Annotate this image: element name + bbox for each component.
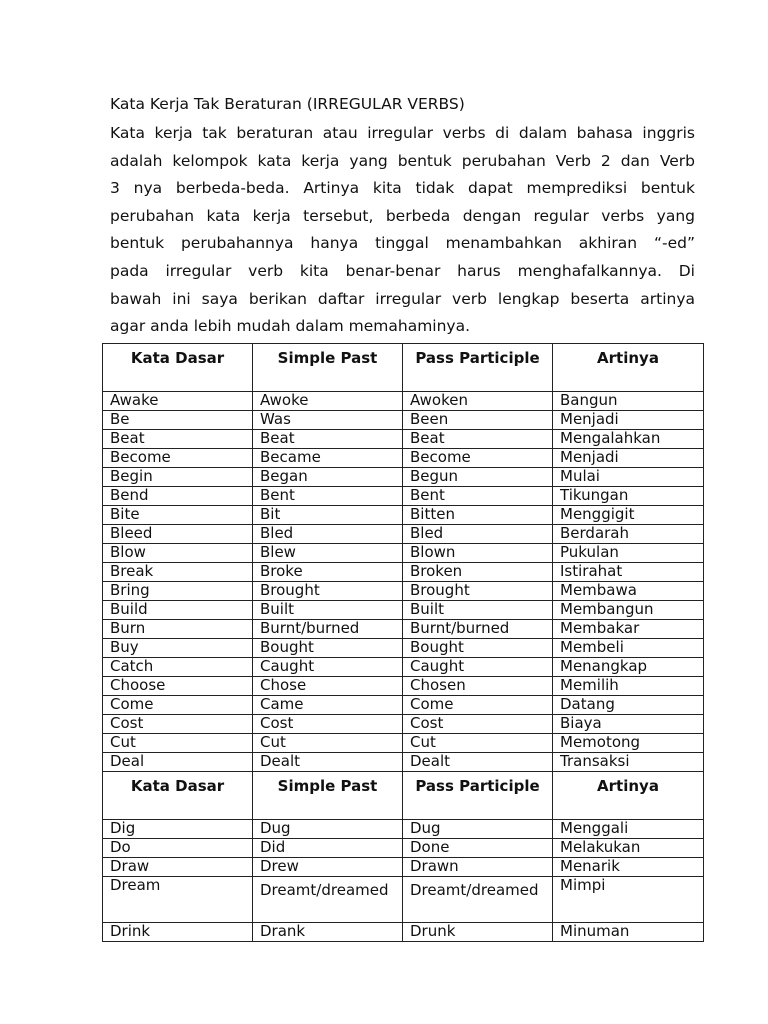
- cell-pass-participle: Come: [403, 696, 553, 715]
- cell-artinya: Transaksi: [553, 753, 704, 772]
- cell-artinya: Biaya: [553, 715, 704, 734]
- verbs-table-body: [103, 344, 704, 942]
- table-row: [103, 715, 704, 734]
- table-row: [103, 449, 704, 468]
- cell-simple-past: Was: [253, 411, 403, 430]
- table-row: [103, 877, 704, 923]
- paragraph-line: pada irregular verb kita benar-benar harus menghafalkannya. Di: [110, 261, 695, 280]
- paragraph-line: agar anda lebih mudah dalam memahaminya.: [110, 317, 471, 336]
- cell-simple-past: Dreamt/dreamed: [253, 877, 403, 923]
- cell-pass-participle: Done: [403, 839, 553, 858]
- cell-pass-participle: Brought: [403, 582, 553, 601]
- table-header-row: [103, 344, 704, 392]
- header-artinya: Artinya: [553, 344, 704, 392]
- table-header-row: [103, 772, 704, 820]
- cell-kata-dasar: Bite: [103, 506, 253, 525]
- table-row: [103, 923, 704, 942]
- header-kata-dasar: Kata Dasar: [103, 344, 253, 392]
- cell-pass-participle: Bled: [403, 525, 553, 544]
- cell-simple-past: Broke: [253, 563, 403, 582]
- cell-simple-past: Came: [253, 696, 403, 715]
- cell-kata-dasar: Bring: [103, 582, 253, 601]
- cell-kata-dasar: Cut: [103, 734, 253, 753]
- cell-artinya: Istirahat: [553, 563, 704, 582]
- cell-artinya: Mulai: [553, 468, 704, 487]
- cell-kata-dasar: Dig: [103, 820, 253, 839]
- cell-artinya: Menangkap: [553, 658, 704, 677]
- cell-simple-past: Awoke: [253, 392, 403, 411]
- cell-artinya: Bangun: [553, 392, 704, 411]
- cell-kata-dasar: Drink: [103, 923, 253, 942]
- cell-simple-past: Bled: [253, 525, 403, 544]
- irregular-verbs-table: [102, 343, 704, 942]
- cell-kata-dasar: Choose: [103, 677, 253, 696]
- cell-kata-dasar: Beat: [103, 430, 253, 449]
- header-artinya: Artinya: [553, 772, 704, 820]
- cell-artinya: Tikungan: [553, 487, 704, 506]
- table-row: [103, 430, 704, 449]
- table-row: [103, 620, 704, 639]
- cell-kata-dasar: Awake: [103, 392, 253, 411]
- cell-simple-past: Burnt/burned: [253, 620, 403, 639]
- table-row: [103, 544, 704, 563]
- cell-kata-dasar: Draw: [103, 858, 253, 877]
- cell-kata-dasar: Dream: [103, 877, 253, 923]
- cell-pass-participle: Blown: [403, 544, 553, 563]
- cell-pass-participle: Burnt/burned: [403, 620, 553, 639]
- header-simple-past: Simple Past: [253, 344, 403, 392]
- cell-pass-participle: Cut: [403, 734, 553, 753]
- header-pass-participle: Pass Participle: [403, 772, 553, 820]
- paragraph-line: perubahan kata kerja tersebut, berbeda dengan regular verbs yang: [110, 206, 695, 225]
- header-kata-dasar: Kata Dasar: [103, 772, 253, 820]
- cell-artinya: Menjadi: [553, 449, 704, 468]
- cell-kata-dasar: Break: [103, 563, 253, 582]
- cell-simple-past: Chose: [253, 677, 403, 696]
- document-title: Kata Kerja Tak Beraturan (IRREGULAR VERBS): [110, 95, 465, 113]
- table-row: [103, 468, 704, 487]
- cell-artinya: Minuman: [553, 923, 704, 942]
- cell-pass-participle: Cost: [403, 715, 553, 734]
- cell-kata-dasar: Blow: [103, 544, 253, 563]
- table-row: [103, 753, 704, 772]
- cell-kata-dasar: Catch: [103, 658, 253, 677]
- cell-kata-dasar: Cost: [103, 715, 253, 734]
- cell-artinya: Menggali: [553, 820, 704, 839]
- cell-simple-past: Bought: [253, 639, 403, 658]
- cell-pass-participle: Dreamt/dreamed: [403, 877, 553, 923]
- cell-artinya: Datang: [553, 696, 704, 715]
- cell-artinya: Membeli: [553, 639, 704, 658]
- cell-pass-participle: Broken: [403, 563, 553, 582]
- cell-kata-dasar: Become: [103, 449, 253, 468]
- cell-simple-past: Built: [253, 601, 403, 620]
- cell-pass-participle: Drawn: [403, 858, 553, 877]
- cell-simple-past: Drank: [253, 923, 403, 942]
- cell-kata-dasar: Buy: [103, 639, 253, 658]
- cell-simple-past: Drew: [253, 858, 403, 877]
- table-row: [103, 525, 704, 544]
- paragraph-line: 3 nya berbeda-beda. Artinya kita tidak dapat memprediksi bentuk: [110, 179, 695, 198]
- table-row: [103, 563, 704, 582]
- cell-pass-participle: Chosen: [403, 677, 553, 696]
- paragraph-line: adalah kelompok kata kerja yang bentuk perubahan Verb 2 dan Verb: [110, 151, 695, 170]
- cell-simple-past: Brought: [253, 582, 403, 601]
- cell-pass-participle: Bent: [403, 487, 553, 506]
- intro-paragraph: [110, 120, 695, 341]
- cell-artinya: Menggigit: [553, 506, 704, 525]
- table-row: [103, 658, 704, 677]
- cell-simple-past: Cut: [253, 734, 403, 753]
- cell-pass-participle: Dug: [403, 820, 553, 839]
- table-row: [103, 601, 704, 620]
- cell-artinya: Pukulan: [553, 544, 704, 563]
- cell-simple-past: Beat: [253, 430, 403, 449]
- cell-kata-dasar: Deal: [103, 753, 253, 772]
- cell-artinya: Menjadi: [553, 411, 704, 430]
- table-row: [103, 677, 704, 696]
- cell-artinya: Mengalahkan: [553, 430, 704, 449]
- table-row: [103, 639, 704, 658]
- cell-pass-participle: Drunk: [403, 923, 553, 942]
- cell-kata-dasar: Be: [103, 411, 253, 430]
- cell-pass-participle: Bitten: [403, 506, 553, 525]
- cell-simple-past: Did: [253, 839, 403, 858]
- cell-pass-participle: Been: [403, 411, 553, 430]
- cell-kata-dasar: Build: [103, 601, 253, 620]
- cell-artinya: Membakar: [553, 620, 704, 639]
- cell-simple-past: Began: [253, 468, 403, 487]
- header-pass-participle: Pass Participle: [403, 344, 553, 392]
- table-row: [103, 734, 704, 753]
- cell-kata-dasar: Bleed: [103, 525, 253, 544]
- cell-kata-dasar: Bend: [103, 487, 253, 506]
- paragraph-line: bentuk perubahannya hanya tinggal menambahkan akhiran “-ed”: [110, 234, 695, 253]
- cell-simple-past: Cost: [253, 715, 403, 734]
- cell-kata-dasar: Burn: [103, 620, 253, 639]
- table-row: [103, 392, 704, 411]
- cell-simple-past: Blew: [253, 544, 403, 563]
- cell-artinya: Mimpi: [553, 877, 704, 923]
- cell-artinya: Menarik: [553, 858, 704, 877]
- cell-kata-dasar: Begin: [103, 468, 253, 487]
- cell-pass-participle: Built: [403, 601, 553, 620]
- cell-simple-past: Became: [253, 449, 403, 468]
- table-row: [103, 506, 704, 525]
- paragraph-line: bawah ini saya berikan daftar irregular verb lengkap beserta artinya: [110, 289, 695, 308]
- table-row: [103, 582, 704, 601]
- cell-pass-participle: Begun: [403, 468, 553, 487]
- cell-pass-participle: Caught: [403, 658, 553, 677]
- table-row: [103, 820, 704, 839]
- cell-pass-participle: Beat: [403, 430, 553, 449]
- cell-artinya: Berdarah: [553, 525, 704, 544]
- cell-artinya: Memilih: [553, 677, 704, 696]
- cell-artinya: Melakukan: [553, 839, 704, 858]
- cell-simple-past: Caught: [253, 658, 403, 677]
- table-row: [103, 411, 704, 430]
- cell-simple-past: Bent: [253, 487, 403, 506]
- header-simple-past: Simple Past: [253, 772, 403, 820]
- cell-pass-participle: Awoken: [403, 392, 553, 411]
- cell-artinya: Memotong: [553, 734, 704, 753]
- cell-simple-past: Dealt: [253, 753, 403, 772]
- cell-simple-past: Bit: [253, 506, 403, 525]
- cell-artinya: Membangun: [553, 601, 704, 620]
- table-row: [103, 487, 704, 506]
- cell-pass-participle: Dealt: [403, 753, 553, 772]
- table-row: [103, 696, 704, 715]
- cell-artinya: Membawa: [553, 582, 704, 601]
- cell-pass-participle: Become: [403, 449, 553, 468]
- paragraph-line: Kata kerja tak beraturan atau irregular verbs di dalam bahasa inggris: [110, 124, 695, 142]
- table-row: [103, 839, 704, 858]
- cell-pass-participle: Bought: [403, 639, 553, 658]
- cell-kata-dasar: Do: [103, 839, 253, 858]
- cell-simple-past: Dug: [253, 820, 403, 839]
- table-row: [103, 858, 704, 877]
- cell-kata-dasar: Come: [103, 696, 253, 715]
